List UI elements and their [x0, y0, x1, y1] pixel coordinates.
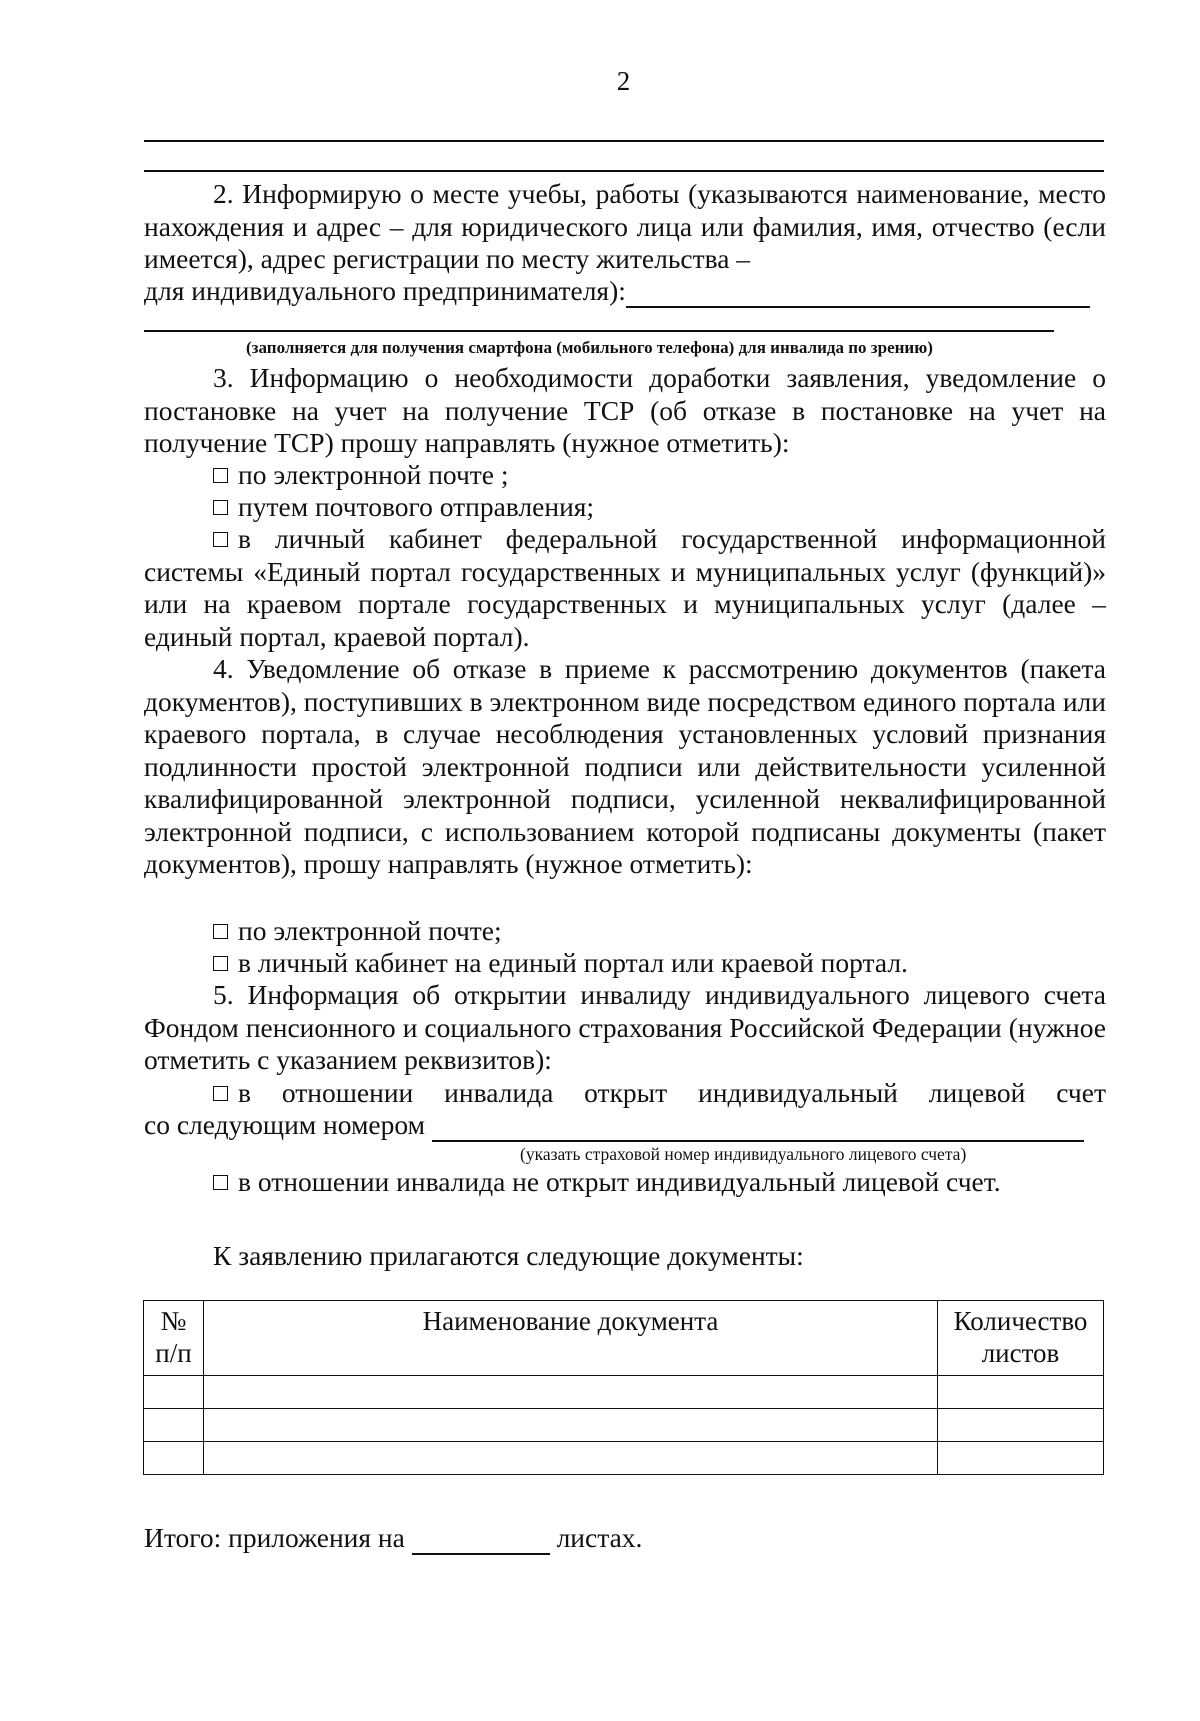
table-row — [144, 1409, 1104, 1442]
checkbox[interactable] — [213, 1086, 228, 1101]
attachments-heading: К заявлению прилагаются следующие документы: — [213, 1240, 804, 1271]
checkbox[interactable] — [213, 956, 228, 971]
item-3-option-post-label: путем почтового отправления; — [238, 491, 595, 522]
table-cell[interactable] — [144, 1376, 204, 1409]
item-4-option-portal-label: в личный кабинет на единый портал или краевой портал. — [238, 947, 908, 978]
sheets-count-fill-line[interactable] — [412, 1529, 550, 1555]
item-3-option-email — [213, 459, 509, 492]
blank-line — [144, 170, 1104, 172]
item-2-last-line-text: для индивидуального предпринимателя): — [144, 275, 626, 306]
table-header-row — [144, 1301, 1104, 1376]
item-4-option-email-label: по электронной почте; — [238, 915, 502, 946]
item-3-option-portal-label: в личный кабинет федеральной государственной информационной системы «Единый портал государственных и муниципальных услуг (функций)» или на краевом портале государственных и муниципальных услуг (далее – единый портал, краевой портал). — [144, 523, 1106, 652]
item-5-text: 5. Информация об открытии инвалиду индивидуального лицевого счета Фондом пенсионного и социального страхования Российской Федерации (нужное отметить с указанием реквизитов): — [144, 979, 1106, 1075]
item-3-option-portal — [144, 523, 1106, 653]
checkbox[interactable] — [213, 1175, 228, 1190]
total-prefix: Итого: приложения на — [144, 1522, 405, 1553]
item-5-option-opened — [144, 1077, 1106, 1110]
item-5-option-not-opened — [213, 1166, 1001, 1199]
item-2-note: (заполняется для получения смартфона (мобильного телефона) для инвалида по зрению) — [246, 338, 933, 357]
account-number-fill-line[interactable] — [432, 1116, 1084, 1142]
checkbox[interactable] — [213, 500, 228, 515]
table-row — [144, 1442, 1104, 1475]
table-row — [144, 1376, 1104, 1409]
workplace-fill-line[interactable] — [626, 282, 1090, 308]
column-header-number: № п/п — [144, 1301, 204, 1376]
table-cell[interactable] — [203, 1442, 937, 1475]
attachments-table — [143, 1300, 1104, 1475]
checkbox[interactable] — [213, 924, 228, 939]
table-cell[interactable] — [938, 1442, 1104, 1475]
table-cell[interactable] — [144, 1409, 204, 1442]
item-4-option-email — [213, 915, 502, 948]
total-suffix: листах. — [556, 1522, 643, 1553]
workplace-fill-line-2[interactable] — [144, 330, 1054, 332]
item-2-last-line — [144, 275, 1090, 308]
item-4-text: 4. Уведомление об отказе в приеме к рассмотрению документов (пакета документов), поступивших в электронном виде посредством единого портала или краевого портала, в случае несоблюдения установленных условий признания подлинности простой электронной подписи или действительности усиленной квалифицированной электронной подписи, усиленной неквалифицированной электронной подписи, с использованием которой подписаны документы (пакет документов), прошу направлять (нужное отметить): — [144, 653, 1106, 879]
item-4-option-portal — [213, 947, 908, 980]
item-5-option-opened-line2 — [144, 1109, 1084, 1142]
table-cell[interactable] — [203, 1376, 937, 1409]
blank-line — [144, 140, 1104, 142]
item-5-option-opened-line1: в отношении инвалида открыт индивидуальный лицевой счет — [238, 1077, 1106, 1108]
table-cell[interactable] — [938, 1376, 1104, 1409]
table-cell[interactable] — [144, 1442, 204, 1475]
table-cell[interactable] — [203, 1409, 937, 1442]
column-header-sheets: Количество листов — [938, 1301, 1104, 1376]
item-3-option-email-label: по электронной почте ; — [238, 459, 509, 490]
checkbox[interactable] — [213, 532, 228, 547]
total-line — [144, 1522, 642, 1555]
item-5-option-not-opened-label: в отношении инвалида не открыт индивидуальный лицевой счет. — [238, 1166, 1001, 1197]
item-3-option-post — [213, 491, 594, 524]
account-note: (указать страховой номер индивидуального лицевого счета) — [520, 1144, 967, 1164]
column-header-name: Наименование документа — [203, 1301, 937, 1376]
checkbox[interactable] — [213, 468, 228, 483]
item-3-text: 3. Информацию о необходимости доработки заявления, уведомление о постановке на учет на получение ТСР (об отказе в постановке на учет на получение ТСР) прошу направлять (нужное отметить): — [144, 362, 1106, 458]
item-5-number-label: со следующим номером — [144, 1109, 425, 1140]
table-cell[interactable] — [938, 1409, 1104, 1442]
page-number: 2 — [616, 66, 631, 96]
item-2-text: 2. Информирую о месте учебы, работы (указываются наименование, место нахождения и адрес – для юридического лица или фамилия, имя, отчество (если имеется), адрес регистрации по месту жительства – — [144, 178, 1106, 274]
